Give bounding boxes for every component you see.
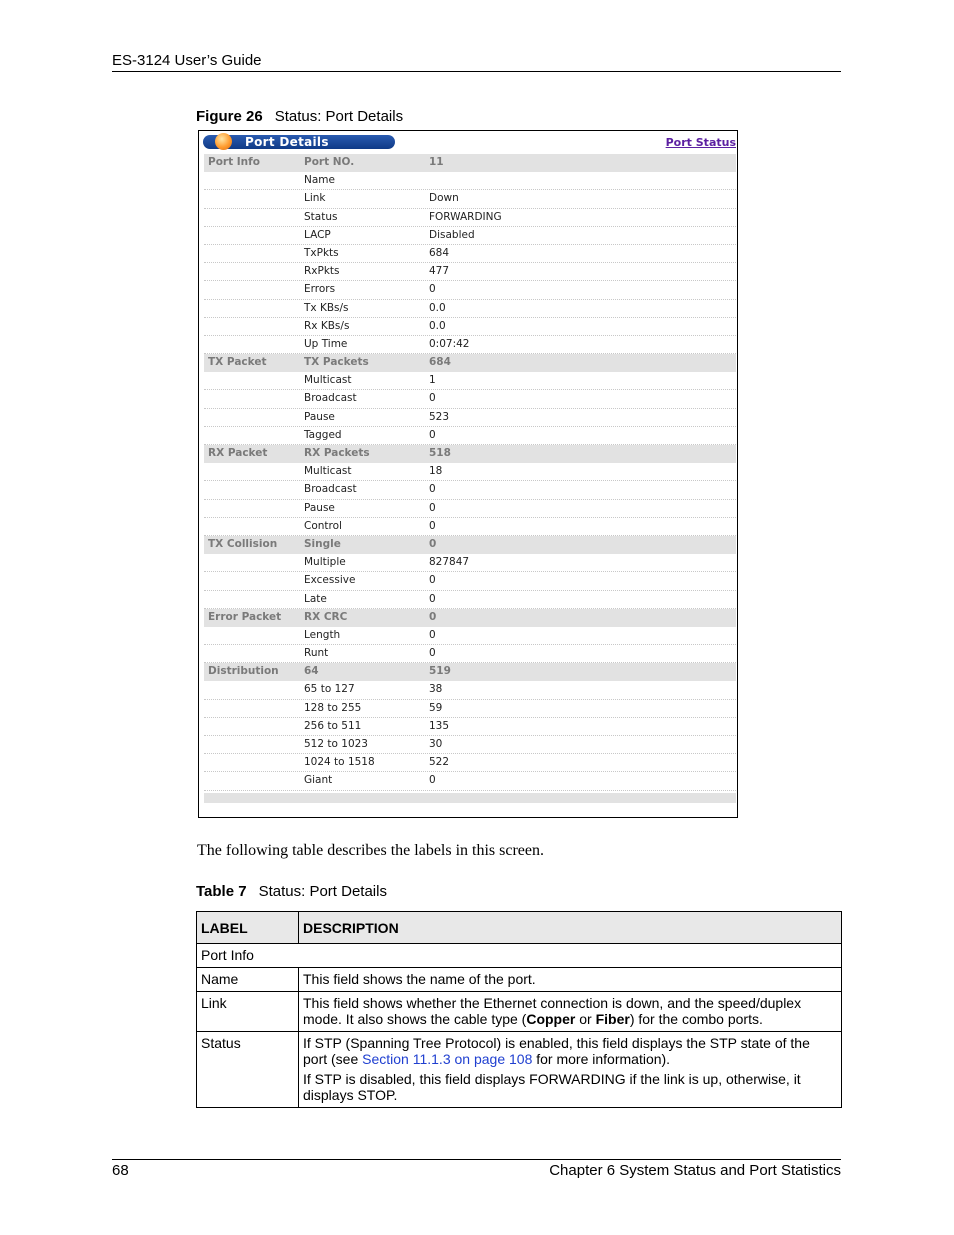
figure-label: Figure 26 [196, 108, 263, 125]
orb-icon [215, 133, 232, 150]
field-label: TX Packets [304, 356, 369, 369]
stat-row [204, 772, 736, 790]
field-label: Errors [304, 283, 336, 296]
section-label: RX Packet [208, 447, 268, 459]
stat-row [204, 754, 736, 772]
field-label: 65 to 127 [304, 683, 355, 696]
figure-title: Status: Port Details [274, 108, 404, 125]
section-cross-reference-link[interactable]: Section 11.1.3 on page 108 [362, 1051, 533, 1067]
field-value: Disabled [429, 228, 475, 241]
field-value: 0 [429, 283, 436, 296]
column-header-description: DESCRIPTION [299, 912, 842, 944]
row-label-link: Link [197, 992, 299, 1032]
field-value: 38 [429, 683, 443, 696]
field-label: Rx KBs/s [304, 319, 350, 332]
field-label: Runt [304, 647, 329, 660]
intro-paragraph: The following table describes the labels in this screen. [197, 842, 545, 859]
stat-row [204, 154, 736, 172]
link-desc-end: ) for the combo ports. [629, 1011, 763, 1027]
stat-row [204, 663, 736, 681]
stat-row [204, 190, 736, 208]
field-value: 477 [429, 265, 450, 278]
stat-row [204, 645, 736, 663]
field-label: LACP [304, 228, 331, 241]
page-number: 68 [112, 1162, 129, 1179]
status-desc-text: If STP (Spanning Tree Protocol) is enabled, this field displays the STP state of the port (see [303, 1035, 810, 1067]
running-header-title: ES-3124 User’s Guide [112, 52, 262, 69]
field-value: 523 [429, 410, 450, 423]
table-title: Status: Port Details [258, 883, 387, 900]
field-label: Pause [304, 501, 335, 514]
stat-row [204, 572, 736, 590]
section-label: Error Packet [208, 610, 282, 623]
row-desc-status [299, 1032, 842, 1108]
stat-row [204, 481, 736, 499]
field-label: Excessive [304, 574, 356, 587]
screen-title: Port Details [245, 135, 329, 149]
table-header-row [197, 912, 842, 944]
field-label: RX Packets [304, 447, 370, 459]
field-value: 0:07:42 [429, 337, 470, 350]
stat-row [204, 245, 736, 263]
field-value: 0 [429, 501, 436, 514]
field-value: 0.0 [429, 319, 446, 332]
field-label: Name [304, 174, 335, 187]
stat-row [204, 172, 736, 190]
stat-row [204, 518, 736, 536]
stat-row [204, 554, 736, 572]
stat-row [204, 700, 736, 718]
field-label: RX CRC [304, 610, 348, 623]
screen-footer-bar [204, 793, 736, 803]
stat-row [204, 681, 736, 699]
header-rule [112, 71, 841, 72]
field-label: TxPkts [304, 246, 339, 259]
field-value: 0 [429, 537, 437, 550]
field-label: RxPkts [304, 265, 340, 278]
stat-row [204, 209, 736, 227]
table-caption [196, 883, 387, 900]
field-label: Length [304, 628, 341, 641]
section-label: TX Collision [208, 537, 278, 550]
row-label-name: Name [197, 968, 299, 992]
field-value: 0 [429, 647, 436, 660]
field-label: 128 to 255 [304, 701, 362, 714]
stat-row [204, 609, 736, 627]
field-value: 0 [429, 519, 436, 532]
field-label: Status [304, 210, 338, 223]
stat-row [204, 536, 736, 554]
stat-row [204, 463, 736, 481]
field-label: Multicast [304, 374, 352, 387]
stat-row [204, 500, 736, 518]
stat-row [204, 627, 736, 645]
port-details-grid [204, 154, 736, 791]
stat-row [204, 281, 736, 299]
row-desc-link [299, 992, 842, 1032]
chapter-title: Chapter 6 System Status and Port Statistics [549, 1162, 841, 1179]
field-label: Control [304, 519, 342, 532]
table-label: Table 7 [196, 883, 247, 900]
field-value: 684 [429, 246, 450, 259]
stat-row [204, 445, 736, 463]
status-paragraph-1 [303, 1035, 837, 1067]
field-label: Broadcast [304, 483, 357, 496]
field-value: 0 [429, 628, 436, 641]
figure-caption [196, 108, 403, 125]
field-value: 18 [429, 465, 443, 478]
section-label: Port Info [208, 156, 260, 168]
field-label: Pause [304, 410, 335, 423]
stat-row [204, 427, 736, 445]
stat-row [204, 736, 736, 754]
field-label: Port NO. [304, 156, 355, 168]
field-value: 59 [429, 701, 443, 714]
field-value: FORWARDING [429, 210, 502, 223]
column-header-label: LABEL [197, 912, 299, 944]
field-label: 64 [304, 665, 319, 678]
field-value: 519 [429, 665, 451, 678]
field-value: 0 [429, 428, 436, 441]
field-value: 518 [429, 447, 451, 459]
field-label: Multiple [304, 556, 346, 569]
status-paragraph-2: If STP is disabled, this field displays FORWARDING if the link is up, otherwise, it displays STOP. [303, 1071, 801, 1103]
table-row [197, 968, 842, 992]
field-value: 0 [429, 483, 436, 496]
field-label: Single [304, 537, 341, 550]
field-value: 0.0 [429, 301, 446, 314]
table-row [197, 944, 842, 968]
field-label: Broadcast [304, 392, 357, 405]
port-status-link[interactable]: Port Status [665, 136, 736, 149]
field-label: Giant [304, 774, 333, 787]
stat-row [204, 591, 736, 609]
stat-row [204, 336, 736, 354]
stat-row [204, 372, 736, 390]
field-value: 1 [429, 374, 436, 387]
table-row [197, 1032, 842, 1108]
stat-row [204, 409, 736, 427]
copper-term: Copper [526, 1011, 576, 1027]
field-label: 1024 to 1518 [304, 756, 375, 769]
field-label: Link [304, 192, 326, 205]
field-value: 0 [429, 592, 436, 605]
section-row-port-info: Port Info [197, 944, 842, 968]
stat-row [204, 718, 736, 736]
field-label: 512 to 1023 [304, 738, 368, 750]
label-description-table [196, 911, 842, 1108]
field-value: 827847 [429, 556, 470, 569]
field-label: Up Time [304, 337, 348, 350]
field-value: 0 [429, 774, 436, 787]
stat-row [204, 227, 736, 245]
field-value: 0 [429, 392, 436, 405]
field-label: Multicast [304, 465, 352, 478]
fiber-term: Fiber [595, 1011, 630, 1027]
field-value: 0 [429, 610, 437, 623]
field-value: 30 [429, 738, 443, 750]
status-desc-end: for more information). [532, 1051, 671, 1067]
link-desc-or: or [575, 1011, 596, 1027]
row-desc-name: This field shows the name of the port. [299, 968, 842, 992]
field-value: 522 [429, 756, 450, 769]
row-label-status: Status [197, 1032, 299, 1108]
table-row [197, 992, 842, 1032]
field-value: Down [429, 192, 459, 205]
link-desc-text: This field shows whether the Ethernet connection is down, and the speed/duplex mode. It also shows the cable type ( [303, 995, 802, 1027]
port-details-screenshot [198, 130, 738, 818]
field-label: 256 to 511 [304, 719, 362, 732]
field-label: Tagged [304, 428, 342, 441]
field-value: 0 [429, 574, 436, 587]
stat-row [204, 354, 736, 372]
stat-row [204, 300, 736, 318]
stat-row [204, 263, 736, 281]
stat-row [204, 318, 736, 336]
footer-rule [112, 1159, 841, 1160]
field-label: Tx KBs/s [304, 301, 349, 314]
stat-row [204, 390, 736, 408]
section-label: TX Packet [208, 356, 267, 369]
field-label: Late [304, 592, 327, 605]
section-label: Distribution [208, 665, 279, 678]
field-value: 135 [429, 719, 450, 732]
field-value: 11 [429, 156, 444, 168]
field-value: 684 [429, 356, 451, 369]
